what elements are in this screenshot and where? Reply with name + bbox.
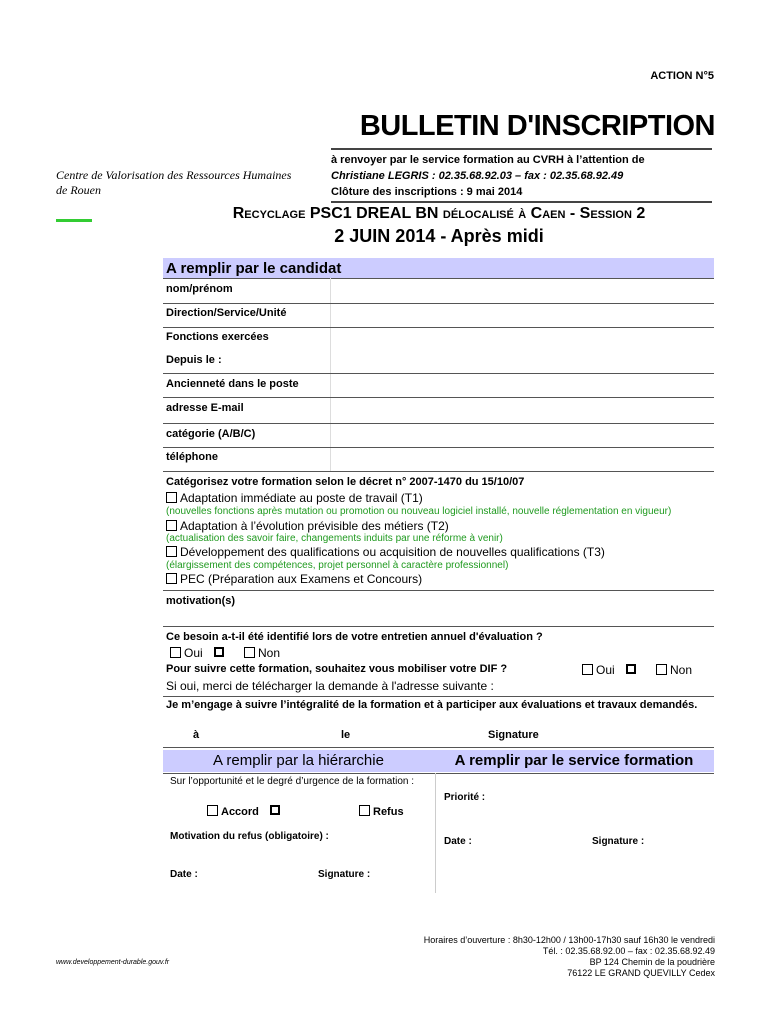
field-label-functions: Fonctions exercées — [166, 331, 269, 343]
checkbox-t2[interactable] — [166, 520, 177, 531]
checkbox-need-yes[interactable] — [170, 647, 181, 658]
service-signature-label: Signature : — [592, 836, 645, 847]
priority-label: Priorité : — [444, 792, 486, 803]
category-t1[interactable]: Adaptation immédiate au poste de travail (T1) — [166, 491, 423, 505]
category-t1-note: (nouvelles fonctions après mutation ou promotion ou nouveau logiciel installé, nouvelle réglementation en vigueur) — [166, 506, 672, 517]
dif-yes[interactable]: Oui — [582, 663, 639, 677]
need-no[interactable]: Non — [244, 646, 280, 660]
field-label-phone: téléphone — [166, 451, 218, 463]
footer-contact — [424, 935, 715, 979]
functions-input[interactable] — [332, 328, 712, 348]
checkbox-accord-mark — [270, 805, 280, 815]
checkbox-pec[interactable] — [166, 573, 177, 584]
footer-address1: BP 124 Chemin de la poudrière — [589, 957, 715, 967]
motivation-label: motivation(s) — [166, 595, 236, 607]
name-input[interactable] — [332, 280, 712, 302]
hierarchy-section-title: A remplir par la hiérarchie — [213, 752, 384, 769]
refusal-motivation-label: Motivation du refus (obligatoire) : — [170, 831, 329, 842]
header-bottom-rule — [331, 201, 712, 203]
service-date-label: Date : — [444, 836, 472, 847]
action-number: ACTION N°5 — [650, 70, 714, 82]
category-t2-note: (actualisation des savoir faire, changements induits par une réforme à venir) — [166, 533, 503, 544]
categorize-title: Catégorisez votre formation selon le décret n° 2007-1470 du 15/10/07 — [166, 476, 525, 488]
footer-phone: Tél. : 02.35.68.92.00 – fax : 02.35.68.92.49 — [542, 946, 715, 956]
category-t3[interactable]: Développement des qualifications ou acquisition de nouvelles qualifications (T3) — [166, 545, 605, 559]
phone-input[interactable] — [332, 448, 712, 470]
send-line: à renvoyer par le service formation au CVRH à l’attention de — [331, 154, 645, 166]
course-date: 2 JUIN 2014 - Après midi — [334, 226, 544, 246]
checkbox-need-no[interactable] — [244, 647, 255, 658]
category-t2[interactable]: Adaptation à l’évolution prévisible des métiers (T2) — [166, 519, 449, 533]
title-rule — [331, 148, 712, 150]
checkbox-need-yes-mark — [214, 647, 224, 657]
service-section-title: A remplir par le service formation — [454, 752, 694, 769]
dif-no[interactable]: Non — [656, 663, 692, 677]
checkbox-dif-yes-mark — [626, 664, 636, 674]
checkbox-accord[interactable] — [207, 805, 218, 816]
commitment-text: Je m’engage à suivre l’intégralité de la formation et à participer aux évaluations et travaux demandés. — [166, 699, 698, 711]
organisation-name: Centre de Valorisation des Ressources Humaines de Rouen — [56, 168, 292, 197]
field-label-name: nom/prénom — [166, 283, 233, 295]
checkbox-dif-yes[interactable] — [582, 664, 593, 675]
field-label-direction: Direction/Service/Unité — [166, 307, 287, 319]
category-t3-note: (élargissement des compétences, projet personnel à caractère professionnel) — [166, 560, 509, 571]
footer-address2: 76122 LE GRAND QUEVILLY Cedex — [567, 968, 715, 978]
send-instructions — [331, 152, 645, 200]
dif-note: Si oui, merci de télécharger la demande à l'adresse suivante : — [166, 679, 494, 693]
footer-website[interactable]: www.developpement-durable.gouv.fr — [56, 959, 170, 966]
commitment-place-label: à — [193, 729, 200, 741]
checkbox-t1[interactable] — [166, 492, 177, 503]
field-label-category: catégorie (A/B/C) — [166, 428, 256, 440]
dif-question: Pour suivre cette formation, souhaitez vous mobiliser votre DIF ? — [166, 663, 508, 675]
category-input[interactable] — [332, 424, 712, 446]
field-label-seniority: Ancienneté dans le poste — [166, 378, 299, 390]
email-input[interactable] — [332, 398, 712, 422]
opportunity-label: Sur l’opportunité et le degré d’urgence de la formation : — [170, 776, 415, 787]
checkbox-dif-no[interactable] — [656, 664, 667, 675]
field-label-since: Depuis le : — [166, 354, 222, 366]
page-title: BULLETIN D'INSCRIPTION — [359, 110, 715, 142]
refus-option[interactable]: Refus — [359, 805, 404, 818]
closing-line: Clôture des inscriptions : 9 mai 2014 — [331, 186, 523, 198]
footer-hours: Horaires d’ouverture : 8h30-12h00 / 13h00-17h30 sauf 16h30 le vendredi — [423, 935, 715, 945]
need-question: Ce besoin a-t-il été identifié lors de votre entretien annuel d'évaluation ? — [166, 631, 543, 643]
seniority-input[interactable] — [332, 374, 712, 396]
field-label-email: adresse E-mail — [166, 402, 244, 414]
motivation-input[interactable] — [166, 610, 712, 625]
hierarchy-signature-label: Signature : — [318, 869, 371, 880]
since-input[interactable] — [332, 350, 712, 372]
course-title: Recyclage PSC1 DREAL BN délocalisé à Caen - Session 2 — [232, 205, 646, 222]
accord-option[interactable]: Accord — [207, 805, 283, 818]
checkbox-refus[interactable] — [359, 805, 370, 816]
commitment-date-label: le — [341, 729, 351, 741]
field-column-divider — [330, 278, 331, 471]
candidate-section-title: A remplir par le candidat — [166, 260, 342, 277]
commitment-signature-label: Signature — [488, 729, 539, 741]
direction-input[interactable] — [332, 304, 712, 326]
category-pec[interactable]: PEC (Préparation aux Examens et Concours) — [166, 572, 422, 586]
hierarchy-date-label: Date : — [170, 869, 198, 880]
contact-line: Christiane LEGRIS : 02.35.68.92.03 – fax : 02.35.68.92.49 — [331, 170, 624, 182]
need-yes[interactable]: Oui — [170, 646, 227, 660]
approval-column-divider — [435, 773, 436, 893]
checkbox-t3[interactable] — [166, 546, 177, 557]
green-accent-bar — [56, 219, 92, 222]
